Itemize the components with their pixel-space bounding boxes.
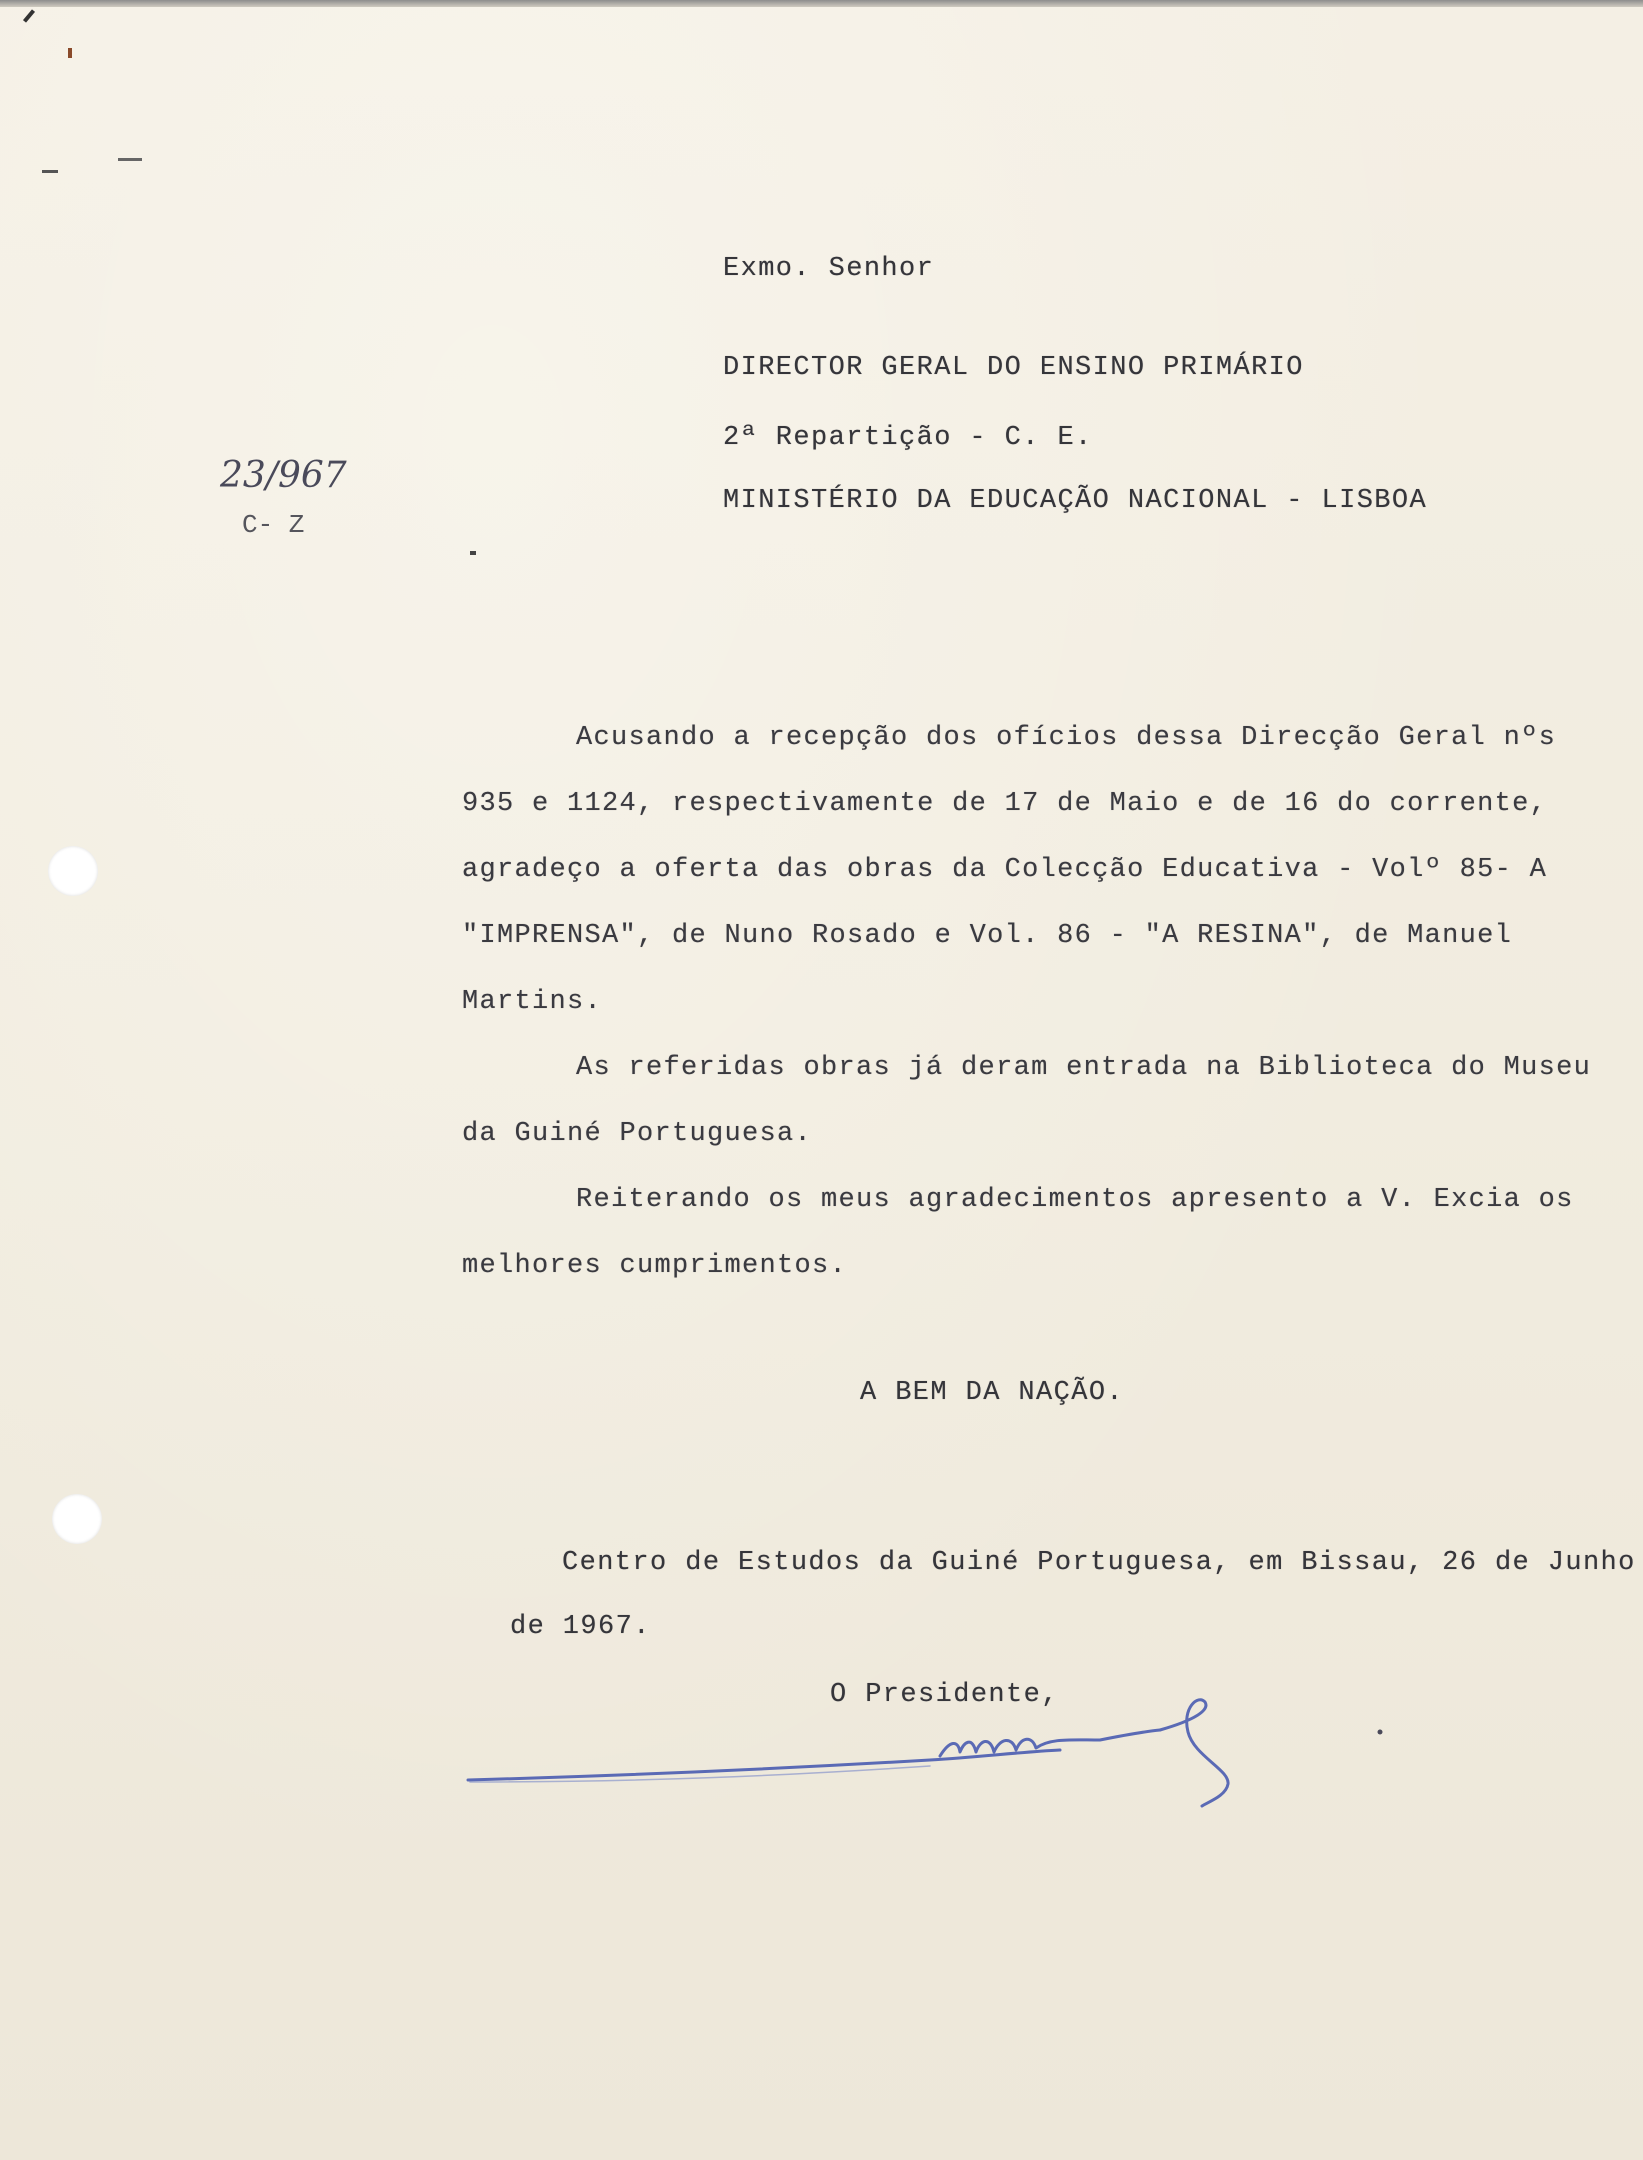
president-signature	[460, 1680, 1420, 1810]
stray-mark	[68, 48, 72, 58]
motto: A BEM DA NAÇÃO.	[860, 1378, 1125, 1408]
paragraph-library: As referidas obras já deram entrada na Biblioteca do Museu da Guiné Portuguesa.	[462, 1053, 1592, 1149]
punch-hole	[52, 1494, 102, 1544]
addressee-line-3: MINISTÉRIO DA EDUCAÇÃO NACIONAL - LISBOA	[723, 486, 1428, 516]
page-top-edge	[0, 0, 1643, 7]
addressee-line-1: DIRECTOR GERAL DO ENSINO PRIMÁRIO	[723, 353, 1304, 383]
place-date-line-2: de 1967.	[510, 1612, 651, 1642]
place-date-line-1: Centro de Estudos da Guiné Portuguesa, em Bissau, 26 de Junho	[562, 1548, 1636, 1578]
reference-code: C- Z	[242, 510, 305, 540]
stray-mark	[23, 9, 35, 22]
stray-mark	[470, 551, 476, 555]
paragraph-regards: Reiterando os meus agradecimentos apresento a V. Excia os melhores cumprimentos.	[462, 1185, 1574, 1281]
salutation: Exmo. Senhor	[723, 254, 935, 284]
stray-mark	[118, 158, 142, 161]
letter-body	[462, 705, 1592, 1299]
paragraph-acknowledgement: Acusando a recepção dos ofícios dessa Direcção Geral nºs 935 e 1124, respectivamente de 17 de Maio e de 16 do corrente, agradeço a oferta das obras da Colecção Educativa - Volº 85- A "IMPRENSA", de Nuno Rosado e Vol. 86 - "A RESINA", de Manuel Martins.	[462, 723, 1557, 1017]
punch-hole	[48, 846, 98, 896]
reference-number: 23/967	[220, 455, 347, 496]
closing: O Presidente,	[830, 1680, 1059, 1710]
addressee-line-2: 2ª Repartição - C. E.	[723, 423, 1093, 453]
stray-mark	[42, 170, 58, 173]
